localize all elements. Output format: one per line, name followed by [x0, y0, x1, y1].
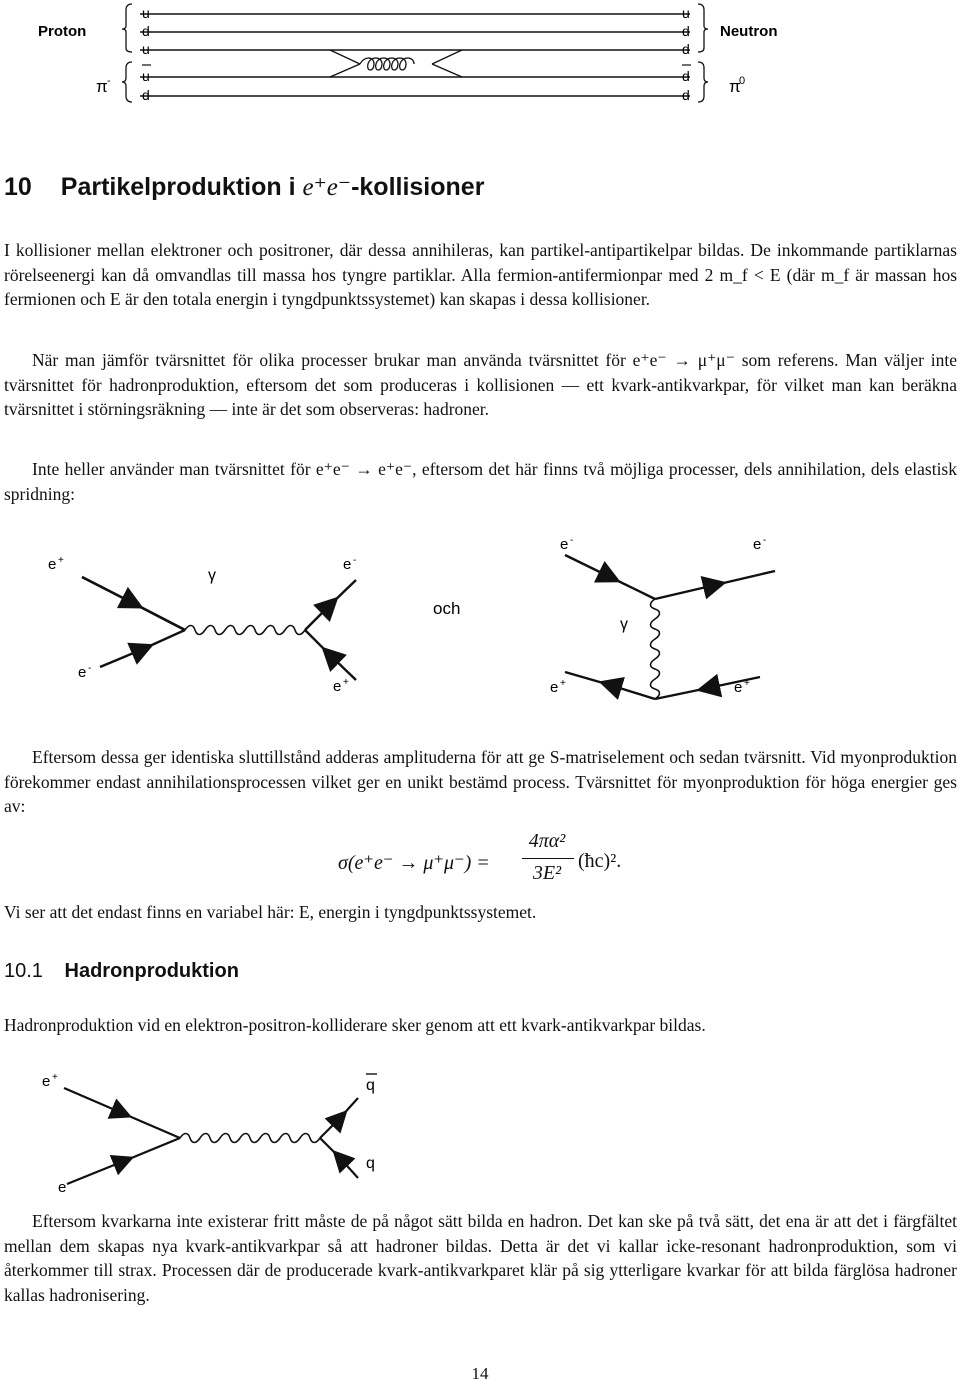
subsection-title: Hadronproduktion	[64, 960, 239, 982]
left-quark-2: d	[142, 23, 150, 39]
qq-e-plus-sup: +	[52, 1072, 58, 1083]
paragraph-2: När man jämför tvärsnittet för olika processer brukar man använda tvärsnittet för e⁺e⁻ → μ⁺μ⁻ som referens. Man väljer inte tvärsnittet för hadronproduktion, eftersom det som produceras i kollisionen — ett kvark-antikvarkpar, för vilket man kan beräkna tvärsnittet i störningsräkning — inte är det som observeras: hadroner.	[4, 350, 957, 420]
annihilation-e-minus-out: e	[343, 556, 352, 573]
annihilation-e-plus-out-sup: +	[343, 677, 349, 688]
paragraph-5: Vi ser att det endast finns en variabel här: E, energin i tyngdpunktssystemet.	[4, 902, 537, 922]
paragraph-6: Hadronproduktion vid en elektron-positron-kolliderare sker genom att ett kvark-antikvarkpar bildas.	[4, 1015, 706, 1035]
fraction-bar	[522, 858, 574, 859]
scattering-e-top-right: e	[753, 536, 762, 553]
right-quark-5: d	[682, 87, 690, 103]
pion-minus-sup: -	[107, 75, 111, 87]
paragraph-7: Eftersom kvarkarna inte existerar fritt måste de på något sätt bilda en hadron. Det kan ske på två sätt, det ena är att det i färgfältet mellan dem skapas nya kvark-antikvarkpar så att hadroner bildas. Detta är det vi kallar icke-resonant hadronproduktion, som vi återkommer till strax. Processen där de producerade kvark-antikvarkparet klär på sig ytterligare kvarkar för att bilda färglösa hadroner kallas hadronisering.	[4, 1211, 957, 1305]
qq-e-plus: e	[42, 1073, 51, 1090]
paragraph-4: Eftersom dessa ger identiska sluttillstånd adderas amplituderna för att ge S-matriselement och sedan tvärsnitt. Vid myonproduktion förekommer endast annihilationsprocessen vilket ger en unikt bestämd process. Tvärsnittet för myonproduktion för höga energier ges av:	[4, 747, 957, 817]
equation-lhs: σ(e⁺e⁻ → μ⁺μ⁻) =	[338, 852, 490, 874]
annihilation-e-minus-out-sup: -	[353, 555, 357, 566]
annihilation-e-plus-in-sup: +	[58, 555, 64, 566]
feynman-diagram-qq	[0, 1060, 960, 1200]
left-quark-5: d	[142, 87, 150, 103]
section-number: 10	[4, 173, 32, 201]
pion-minus-label: π	[96, 77, 108, 96]
och-label: och	[433, 599, 461, 618]
scattering-e-top-left-sup: -	[570, 535, 574, 546]
subsection-heading	[4, 960, 239, 983]
qq-e-minus-sup: -	[68, 1178, 72, 1189]
neutron-label: Neutron	[720, 23, 778, 40]
section-title-post: -kollisioner	[351, 173, 485, 201]
equation-numerator: 4πα²	[528, 830, 566, 852]
right-quark-4: d	[682, 68, 690, 84]
gluon-coil	[360, 58, 414, 70]
subsection-number: 10.1	[4, 960, 43, 982]
proton-label: Proton	[38, 23, 87, 40]
left-quark-4: u	[142, 68, 150, 84]
scattering-e-bottom-right: e	[734, 679, 743, 696]
feynman-diagrams-ee	[0, 525, 960, 730]
neutron-brace-right	[698, 4, 708, 52]
equation-tail: (ħc)².	[578, 850, 622, 872]
quark-flow-diagram	[0, 0, 960, 112]
annihilation-diagram	[48, 555, 356, 695]
pion-brace-left	[122, 62, 132, 102]
section-title-math: e⁺e⁻	[302, 174, 352, 201]
pion-zero-label: π	[729, 77, 741, 96]
qq-q: q	[366, 1155, 375, 1172]
right-quark-1: u	[682, 5, 690, 21]
scattering-gamma: γ	[620, 616, 628, 633]
page-number: 14	[471, 1364, 489, 1383]
qq-qbar: q	[366, 1077, 375, 1094]
right-quark-2: d	[682, 23, 690, 39]
annihilation-e-plus-out: e	[333, 678, 342, 695]
annihilation-e-minus-in-sup: -	[88, 663, 92, 674]
section-heading	[4, 172, 484, 202]
proton-brace-left	[122, 4, 132, 52]
pion-zero-brace-right	[698, 62, 708, 102]
annihilation-e-minus-in: e	[78, 664, 87, 681]
paragraph-3: Inte heller använder man tvärsnittet för e⁺e⁻ → e⁺e⁻, eftersom det här finns två möjliga processer, dels annihilation, dels elastisk spridning:	[4, 459, 957, 504]
equation-denominator: 3E²	[532, 862, 562, 884]
left-quark-3: u	[142, 41, 150, 57]
scattering-e-top-right-sup: -	[763, 535, 767, 546]
pion-zero-sup: 0	[739, 75, 746, 87]
paragraph-1: I kollisioner mellan elektroner och positroner, där dessa annihileras, kan partikel-antipartikelpar bildas. De inkommande partiklarnas rörelseenergi kan då omvandlas till massa hos tyngre partiklar. Alla fermion-antifermionpar med 2 m_f < E (där m_f är massan hos fermionen och E är den totala energin i tyngdpunktssystemet) kan skapas i dessa kollisioner.	[4, 240, 957, 310]
section-title-pre: Partikelproduktion i	[60, 173, 303, 201]
scattering-e-bottom-left: e	[550, 679, 559, 696]
annihilation-e-plus-in: e	[48, 556, 57, 573]
scattering-e-bottom-left-sup: +	[560, 678, 566, 689]
annihilation-gamma: γ	[208, 567, 216, 584]
scattering-diagram	[550, 535, 775, 699]
left-quark-1: u	[142, 5, 150, 21]
scattering-e-top-left: e	[560, 536, 569, 553]
right-quark-3: d	[682, 41, 690, 57]
qq-e-minus: e	[58, 1179, 67, 1196]
scattering-e-bottom-right-sup: +	[744, 678, 750, 689]
